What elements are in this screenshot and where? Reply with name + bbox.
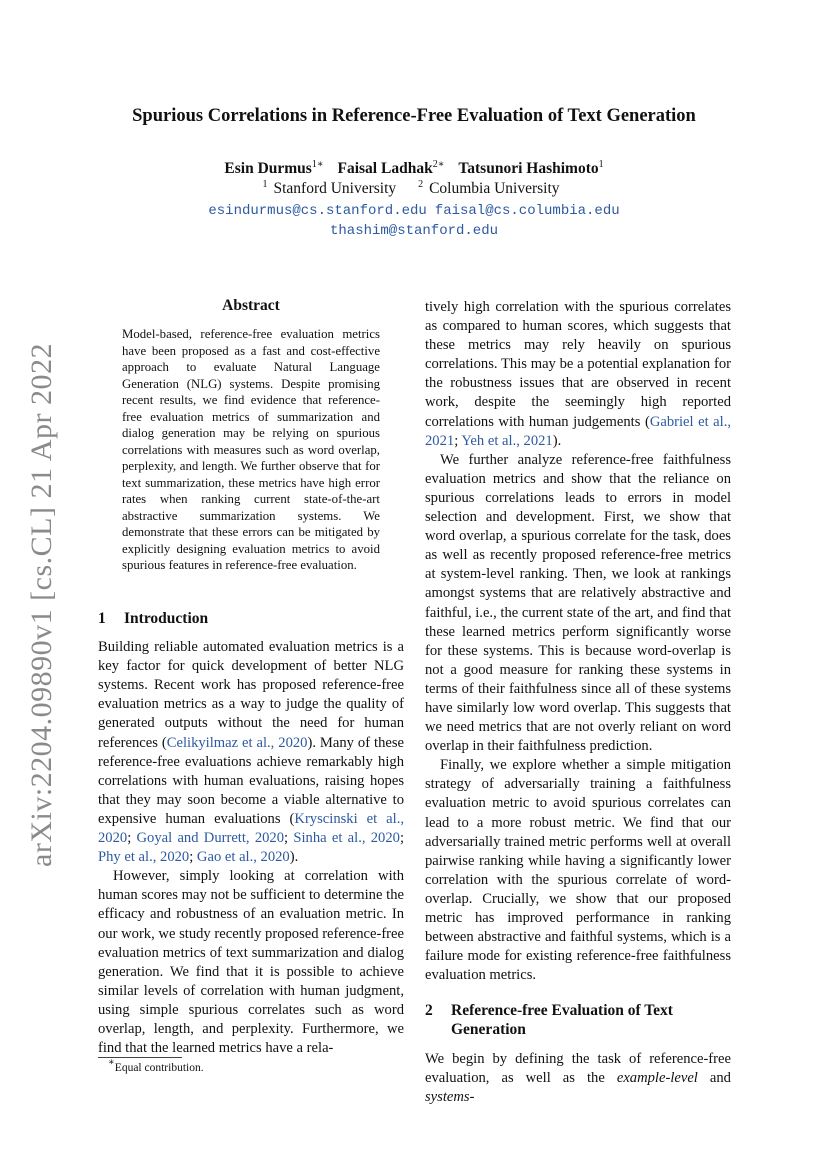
arxiv-identifier-text: arXiv:2204.09890v1 [cs.CL] 21 Apr 2022 [25, 343, 58, 867]
author-name: Esin Durmus [224, 160, 312, 177]
text-run: ; [454, 432, 462, 449]
citation-link[interactable]: Gao et al., 2020 [196, 849, 290, 866]
affiliation [262, 180, 402, 197]
section-title-line: Generation [451, 1021, 526, 1039]
emphasis: example-level [616, 1069, 698, 1086]
citation-link[interactable]: Goyal and Durrett, 2020 [136, 830, 285, 847]
author-name: Tatsunori Hashimoto [458, 160, 599, 177]
affiliation [418, 180, 565, 197]
paper-title: Spurious Correlations in Reference-Free Evaluation of Text Generation [132, 106, 696, 126]
author-affil-mark: 1 [598, 159, 604, 170]
text-run: We begin by defining the task of reference-free evaluation, as well as the [425, 1050, 731, 1086]
citation-link[interactable]: Yeh et al., 2021 [461, 432, 553, 449]
email-link[interactable]: thashim@stanford.edu [329, 223, 499, 239]
section-title: Introduction [124, 610, 209, 627]
left-column [98, 609, 404, 1058]
section-title [451, 1001, 673, 1039]
citation-link[interactable]: Celikyilmaz et al., 2020 [166, 734, 308, 751]
author-list [0, 160, 828, 178]
text-run: ; [399, 830, 405, 847]
text-run: Building reliable automated evaluation metrics is a key factor for quick development of better NLG systems. Recent work has proposed reference-free evaluation metrics as a way to judge the quality of generated outputs without the need for human references ( [98, 639, 404, 751]
citation-link[interactable]: Kryscinski et al., 2020 [98, 810, 404, 847]
footnote-mark: ∗ [108, 1057, 115, 1068]
paragraph-continuation [425, 298, 731, 451]
text-run: However, simply looking at correlation with human scores may not be sufficient to determine the efficacy and robustness of an evaluation metric. In our work, we study recently proposed reference-free evaluation metrics of text summarization and dialog generation. We find that it is possible to achieve similar levels of correlation with human judgment, using simple spurious correlates such as word overlap, length, and perplexity. Furthermore, we find that the learned metrics have a rela- [98, 868, 404, 1057]
affiliations [0, 180, 828, 198]
text-run: tively high correlation with the spurious correlates as compared to human scores, which suggests that these metrics may rely heavily on spurious correlations. This may be a potential explanation for the robustness issues that are observed in recent work, despite the seemingly high reported correlations with human judgements ( [425, 299, 731, 430]
section-heading [98, 609, 404, 628]
text-run: and [697, 1069, 731, 1086]
text-run: ). [289, 849, 299, 866]
affiliation-name: Stanford University [273, 180, 397, 197]
text-run: ). Many of these reference-free evaluations achieve remarkably high correlations with human evaluations, raising hopes that they may soon become a viable alternative to expensive human evaluations ( [98, 734, 404, 827]
text-run: ; [284, 830, 294, 847]
affiliation-mark: 2 [418, 179, 424, 190]
author [338, 160, 445, 177]
citation-link[interactable]: Phy et al., 2020 [98, 849, 190, 866]
abstract-heading: Abstract [222, 297, 280, 314]
text-run: ; [127, 830, 137, 847]
paragraph [425, 1050, 731, 1107]
section-number: 2 [425, 1002, 433, 1020]
author-affil-mark: 1∗ [311, 159, 324, 170]
paragraph-continued [98, 867, 404, 1058]
section-heading [425, 1001, 731, 1039]
paragraph [98, 638, 404, 867]
right-column [425, 298, 731, 1107]
citation-link[interactable]: Sinha et al., 2020 [293, 830, 400, 847]
affiliation-mark: 1 [262, 179, 268, 190]
author [458, 160, 603, 177]
author-name: Faisal Ladhak [337, 160, 433, 177]
section-title-line: Reference-free Evaluation of Text [451, 1002, 673, 1020]
arxiv-identifier [22, 343, 62, 867]
footnote-text: Equal contribution. [114, 1062, 204, 1074]
section-number: 1 [98, 610, 106, 627]
author [224, 160, 323, 177]
author-affil-mark: 2∗ [432, 159, 445, 170]
citation-link[interactable]: Gabriel et al., 2021 [425, 413, 731, 449]
affiliation-name: Columbia University [429, 180, 560, 197]
text-run: ). [552, 432, 562, 449]
email-link[interactable]: faisal@cs.columbia.edu [434, 203, 620, 219]
paragraph: Finally, we explore whether a simple mitigation strategy of adversarially training a faithfulness evaluation metric to avoid spurious correlates can lead to a more robust metric. We find that our adversarially trained metric performs well at overall pairwise ranking while having a significantly lower correlation with the spurious correlate of word-overlap. Crucially, we show that our proposed metric has improved performance in ranking between abstractive and faithful systems, which is a failure mode for existing reference-free faithfulness evaluation metrics. [425, 757, 731, 984]
abstract-text: Model-based, reference-free evaluation metrics have been proposed as a fast and cost-effective approach to evaluate Natural Language Generation (NLG) systems. Despite promising recent results, we find evidence that reference-free evaluation metrics of summarization and dialog generation may be relying on spurious correlations with measures such as word overlap, perplexity, and length. We further observe that for text summarization, these metrics have high error rates when ranking current state-of-the-art abstractive summarization systems. We demonstrate that these errors can be mitigated by explicitly designing evaluation metrics to avoid spurious features in reference-free evaluation. [122, 327, 380, 572]
paragraph: We further analyze reference-free faithfulness evaluation metrics and show that the reliance on spurious correlations leads to errors in model selection and development. First, we show that word overlap, a spurious correlate for the task, does as well as recently proposed reference-free metrics at system-level ranking. Then, we look at rankings amongst systems that are relatively abstractive and faithful, i.e., the current state of the art, and find that these learned metrics perform significantly worse for these systems. This is because word-overlap is not a good measure for ranking these systems in terms of their faithfulness since all of these systems have similarly low word overlap. This suggests that we need metrics that are not overly reliant on word overlap in their faithfulness prediction. [425, 451, 731, 755]
email-link[interactable]: esindurmus@cs.stanford.edu [208, 203, 427, 219]
emphasis: systems- [425, 1088, 475, 1105]
footnote [108, 1057, 204, 1074]
text-run: ; [189, 849, 197, 866]
author-emails [0, 201, 828, 241]
